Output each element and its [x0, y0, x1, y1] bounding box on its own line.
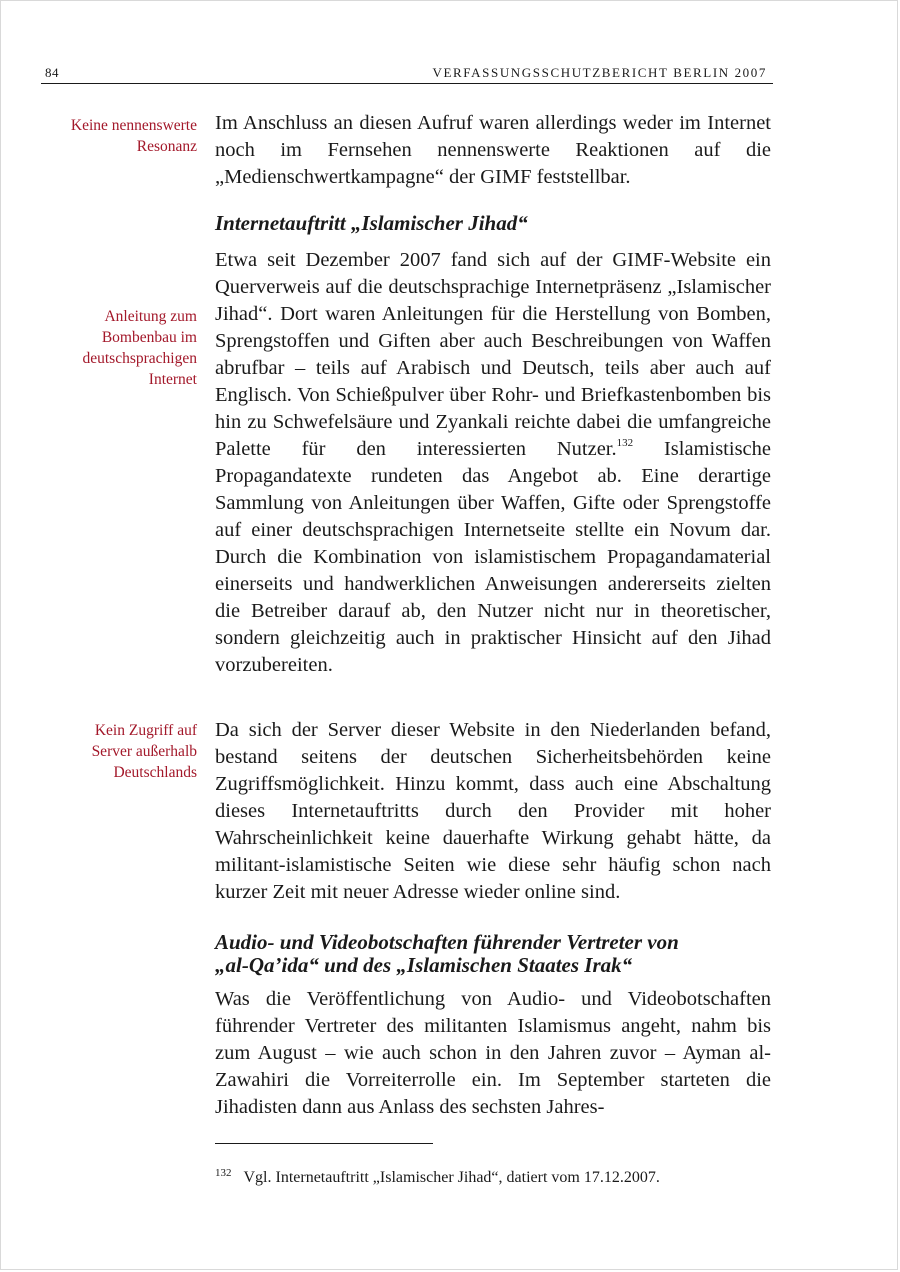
paragraph-1-text: Im Anschluss an diesen Aufruf waren allerdings weder im Internet noch im Fernsehen nennenswerte Reaktionen auf die „Medienschwertkampagne“ der GIMF feststellbar.	[215, 112, 771, 188]
section-heading-islamischer-jihad: Internetauftritt „Islamischer Jihad“	[215, 211, 528, 235]
paragraph-1	[215, 110, 771, 191]
paragraph-4-text: Was die Veröffentlichung von Audio- und Videobotschaften führender Vertreter des militanten Islamismus angeht, nahm bis zum August – wie auch schon in den Jahren zuvor – Ayman al-Zawahiri die Vorreiterrolle ein. Im September starteten die Jihadisten dann aus Anlass des sechsten Jahres-	[215, 988, 771, 1118]
section-heading-audio-video-line-2: „al-Qa’ida“ und des „Islamischen Staates Irak“	[215, 953, 633, 977]
paragraph-4	[215, 986, 771, 1121]
footnote-number: 132	[215, 1167, 232, 1179]
paragraph-2-text-b: Islamistische Propagandatexte rundeten das Angebot ab. Eine derartige Sammlung von Anleitungen über Waffen, Gifte oder Sprengstoffe auf einer deutschsprachigen Internetseite stellte ein Novum dar. Durch die Kombination von islamistischem Propagandamaterial einerseits und handwerklichen Anweisungen andererseits zielten die Betreiber darauf ab, den Nutzer nicht nur in theoretischer, sondern gleichzeitig auch in praktischer Hinsicht auf den Jihad vorzubereiten.	[215, 438, 771, 676]
footnote-separator	[215, 1143, 433, 1144]
paragraph-2-text-a: Etwa seit Dezember 2007 fand sich auf der GIMF-Website ein Querverweis auf die deutschsprachige Internetpräsenz „Islamischer Jihad“. Dort waren Anleitungen für die Herstellung von Bomben, Sprengstoffen und Giften aber auch Beschreibungen von Waffen abrufbar – teils auf Arabisch und Deutsch, teils aber auch auf Englisch. Von Schießpulver über Rohr- und Briefkastenbomben bis hin zu Schwefelsäure und Zyankali reichte dabei die umfangreiche Palette für den interessierten Nutzer.	[215, 249, 771, 460]
margin-note-bombenbau: Anleitung zum Bombenbau im deutschsprachigen Internet	[82, 308, 197, 388]
paragraph-3	[215, 717, 771, 906]
footnote-reference: 132	[616, 437, 634, 449]
running-header	[41, 63, 773, 84]
margin-note-zugriff: Kein Zugriff auf Server außerhalb Deutschlands	[91, 722, 197, 781]
footnote	[215, 1163, 660, 1188]
margin-note-resonanz: Keine nennenswerte Resonanz	[70, 117, 197, 155]
footnote-text: Vgl. Internetauftritt „Islamischer Jihad“, datiert vom 17.12.2007.	[243, 1169, 660, 1186]
page-number: 84	[45, 65, 59, 80]
running-title: VERFASSUNGSSCHUTZBERICHT BERLIN 2007	[432, 65, 767, 80]
paragraph-3-text: Da sich der Server dieser Website in den Niederlanden befand, bestand seitens der deutschen Sicherheitsbehörden keine Zugriffsmöglichkeit. Hinzu kommt, dass auch eine Abschaltung dieses Internetauftritts durch den Provider mit hoher Wahrscheinlichkeit keine dauerhafte Wirkung gehabt hätte, da militant-islamistische Seiten wie diese sehr häufig schon nach kurzer Zeit mit neuer Adresse wieder online sind.	[215, 719, 771, 903]
section-heading-audio-video-line-1: Audio- und Videobotschaften führender Vertreter von	[215, 930, 679, 954]
paragraph-2	[215, 247, 771, 679]
section-heading-audio-video	[215, 931, 775, 977]
